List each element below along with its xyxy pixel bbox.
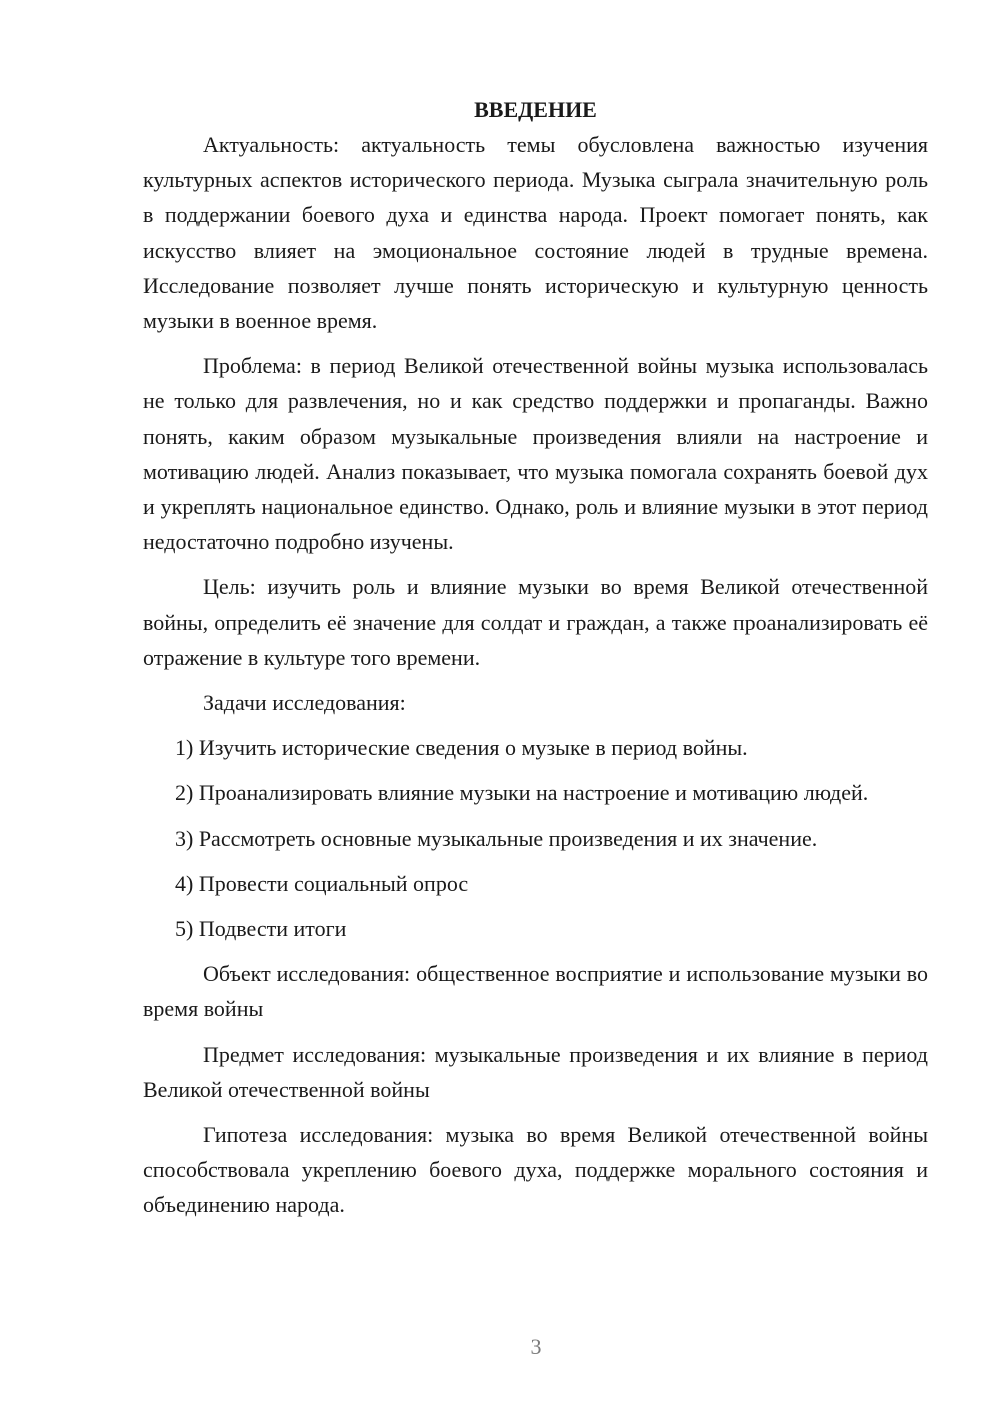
task-item-1: 1) Изучить исторические сведения о музыке в период войны. — [175, 735, 748, 761]
task-item-2: 2) Проанализировать влияние музыки на настроение и мотивацию людей. — [175, 780, 869, 806]
section-title: ВВЕДЕНИЕ — [474, 97, 597, 122]
page-number: 3 — [530, 1334, 542, 1359]
hypothesis-paragraph: Гипотеза исследования: музыка во время Великой отечественной войны способствовала укреплению боевого духа, поддержке морального состояния и объединению народа. — [143, 1122, 928, 1218]
relevance-paragraph: Актуальность: актуальность темы обусловлена важностью изучения культурных аспектов исторического периода. Музыка сыграла значительную роль в поддержании боевого духа и единства народа. Проект помогает понять, как искусство влияет на эмоциональное состояние людей в трудные времена. Исследование позволяет лучше понять историческую и культурную ценность музыки в военное время. — [143, 132, 928, 334]
problem-paragraph: Проблема: в период Великой отечественной войны музыка использовалась не только для развлечения, но и как средство поддержки и пропаганды. Важно понять, каким образом музыкальные произведения влияли на настроение и мотивацию людей. Анализ показывает, что музыка помогала сохранять боевой дух и укреплять национальное единство. Однако, роль и влияние музыки в этот период недостаточно подробно изучены. — [143, 353, 928, 555]
tasks-heading: Задачи исследования: — [203, 690, 406, 716]
task-item-5: 5) Подвести итоги — [175, 916, 347, 942]
task-item-4: 4) Провести социальный опрос — [175, 870, 469, 896]
subject-paragraph: Предмет исследования: музыкальные произведения и их влияние в период Великой отечественной войны — [143, 1041, 928, 1102]
goal-paragraph: Цель: изучить роль и влияние музыки во время Великой отечественной войны, определить её значение для солдат и граждан, а также проанализировать её отражение в культуре того времени. — [143, 574, 928, 670]
document-page — [143, 92, 928, 1233]
object-paragraph: Объект исследования: общественное восприятие и использование музыки во время войны — [143, 961, 928, 1022]
task-item-3: 3) Рассмотреть основные музыкальные произведения и их значение. — [175, 825, 818, 851]
